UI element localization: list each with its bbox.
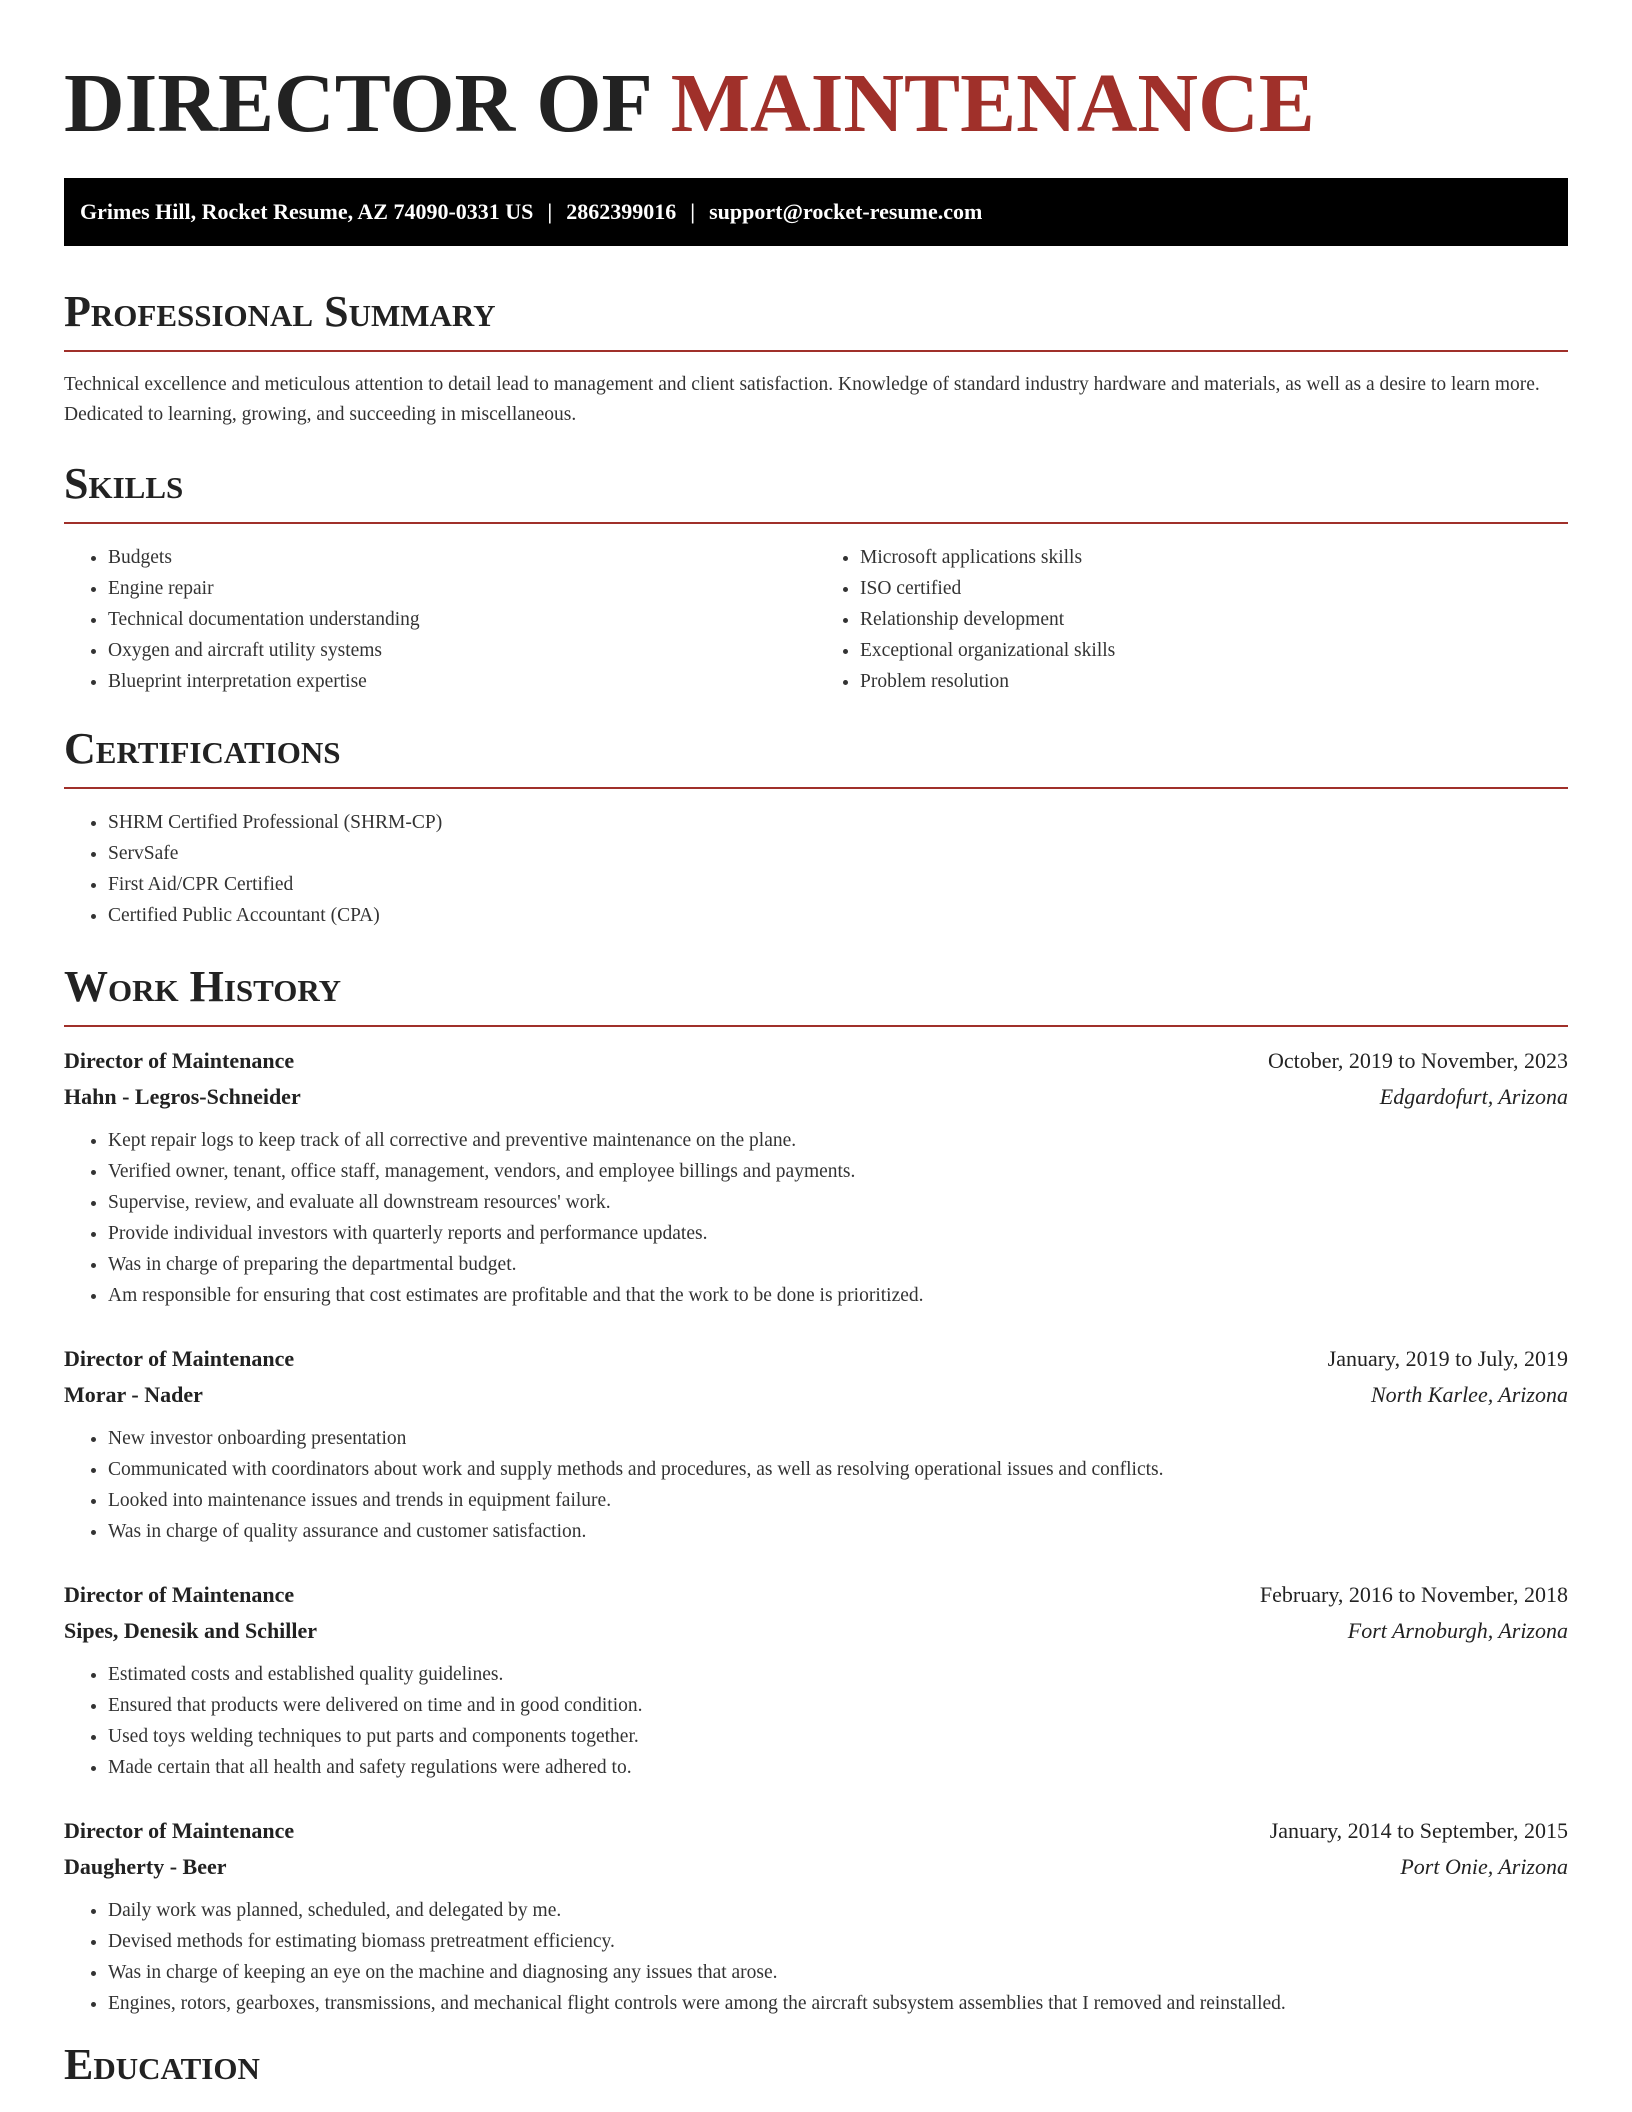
job-bullet: • Daily work was planned, scheduled, and delegated by me. [108,1895,1568,1926]
job-bullet: • Am responsible for ensuring that cost estimates are profitable and that the work to be done is prioritized. [108,1280,1568,1311]
skills-grid [64,524,1568,697]
title-part-2: MAINTENANCE [670,57,1315,150]
job-bullet: • Provide individual investors with quarterly reports and performance updates. [108,1218,1568,1249]
section-heading-certifications: Certifications [64,724,341,773]
job-company: Daugherty - Beer [64,1854,227,1879]
section-heading-work-history: Work History [64,962,342,1011]
skill-item: • Relationship development [860,604,1568,635]
resume-title [64,0,1568,152]
skill-item: • Microsoft applications skills [860,542,1568,573]
skill-item: • Exceptional organizational skills [860,635,1568,666]
skills-section [64,458,1568,697]
skill-item: • Engine repair [108,573,816,604]
section-heading-summary: Professional Summary [64,287,496,336]
job-header-row [64,1043,1568,1079]
job-bullet: • Engines, rotors, gearboxes, transmissions, and mechanical flight controls were among the aircraft subsystem assemblies that I removed and reinstalled. [108,1988,1568,2019]
job-entry [64,1043,1568,1311]
contact-phone: 2862399016 [566,199,677,224]
job-bullet: • Was in charge of quality assurance and customer satisfaction. [108,1516,1568,1547]
summary-section [64,286,1568,430]
certification-item: • First Aid/CPR Certified [108,869,1568,900]
job-company-row [64,1849,1568,1885]
job-bullets [64,1125,1568,1311]
education-section [64,2039,1568,2091]
section-divider [64,787,1568,789]
summary-text: Technical excellence and meticulous attention to detail lead to management and client satisfaction. Knowledge of standard industry hardware and materials, as well as a desire to learn more. Dedicated to learning, growing, and succeeding in miscellaneous. [64,374,1540,425]
job-bullet: • Devised methods for estimating biomass pretreatment efficiency. [108,1926,1568,1957]
job-bullet: • Was in charge of keeping an eye on the machine and diagnosing any issues that arose. [108,1957,1568,1988]
job-bullet: • Was in charge of preparing the departmental budget. [108,1249,1568,1280]
job-company: Morar - Nader [64,1382,203,1407]
certification-item: • Certified Public Accountant (CPA) [108,900,1568,931]
job-location: Port Onie, Arizona [1400,1854,1568,1879]
section-heading-education: Education [64,2040,260,2089]
contact-address: Grimes Hill, Rocket Resume, AZ 74090-0331 US [80,199,534,224]
job-company-row [64,1613,1568,1649]
job-bullet: • Communicated with coordinators about work and supply methods and procedures, as well as resolving operational issues and conflicts. [108,1454,1568,1485]
skills-list-left [64,542,816,697]
job-bullet: • Estimated costs and established quality guidelines. [108,1659,1568,1690]
job-bullet: • Verified owner, tenant, office staff, management, vendors, and employee billings and payments. [108,1156,1568,1187]
job-bullet: • Made certain that all health and safety regulations were adhered to. [108,1752,1568,1783]
skills-list-right [816,542,1568,697]
job-dates: October, 2019 to November, 2023 [1267,1048,1568,1073]
job-bullet: • Kept repair logs to keep track of all corrective and preventive maintenance on the plane. [108,1125,1568,1156]
skill-item: • Oxygen and aircraft utility systems [108,635,816,666]
job-header-row [64,1813,1568,1849]
job-company: Hahn - Legros-Schneider [64,1084,301,1109]
title-part-1: DIRECTOR OF [64,57,650,150]
certifications-list [64,807,1568,931]
contact-separator: | [547,199,553,224]
job-bullet: • New investor onboarding presentation [108,1423,1568,1454]
contact-bar [64,178,1568,246]
job-bullets [64,1895,1568,2019]
job-bullets [64,1423,1568,1547]
job-bullet: • Supervise, review, and evaluate all downstream resources' work. [108,1187,1568,1218]
job-title: Director of Maintenance [64,1582,295,1607]
job-entry [64,1577,1568,1783]
job-dates: January, 2019 to July, 2019 [1327,1346,1568,1371]
job-company: Sipes, Denesik and Schiller [64,1618,318,1643]
job-bullet: • Ensured that products were delivered on time and in good condition. [108,1690,1568,1721]
job-title: Director of Maintenance [64,1048,295,1073]
skill-item: • ISO certified [860,573,1568,604]
job-bullet: • Used toys welding techniques to put parts and components together. [108,1721,1568,1752]
job-entry [64,1813,1568,2019]
job-location: Edgardofurt, Arizona [1379,1084,1568,1109]
certification-item: • ServSafe [108,838,1568,869]
section-divider [64,350,1568,352]
job-title: Director of Maintenance [64,1346,295,1371]
resume-page [64,0,1568,2091]
skill-item: • Blueprint interpretation expertise [108,666,816,697]
job-bullets [64,1659,1568,1783]
job-company-row [64,1079,1568,1115]
work-history-section [64,961,1568,2019]
certification-item: • SHRM Certified Professional (SHRM-CP) [108,807,1568,838]
job-title: Director of Maintenance [64,1818,295,1843]
skill-item: • Technical documentation understanding [108,604,816,635]
job-entry [64,1341,1568,1547]
job-header-row [64,1341,1568,1377]
job-header-row [64,1577,1568,1613]
certifications-section [64,723,1568,931]
contact-email[interactable]: support@rocket-resume.com [709,199,983,224]
skill-item: • Problem resolution [860,666,1568,697]
job-location: North Karlee, Arizona [1370,1382,1568,1407]
job-dates: January, 2014 to September, 2015 [1269,1818,1568,1843]
section-heading-skills: Skills [64,459,184,508]
contact-separator: | [690,199,696,224]
job-bullet: • Looked into maintenance issues and trends in equipment failure. [108,1485,1568,1516]
skill-item: • Budgets [108,542,816,573]
job-company-row [64,1377,1568,1413]
job-location: Fort Arnoburgh, Arizona [1347,1618,1568,1643]
section-divider [64,1025,1568,1027]
job-dates: February, 2016 to November, 2018 [1259,1582,1568,1607]
